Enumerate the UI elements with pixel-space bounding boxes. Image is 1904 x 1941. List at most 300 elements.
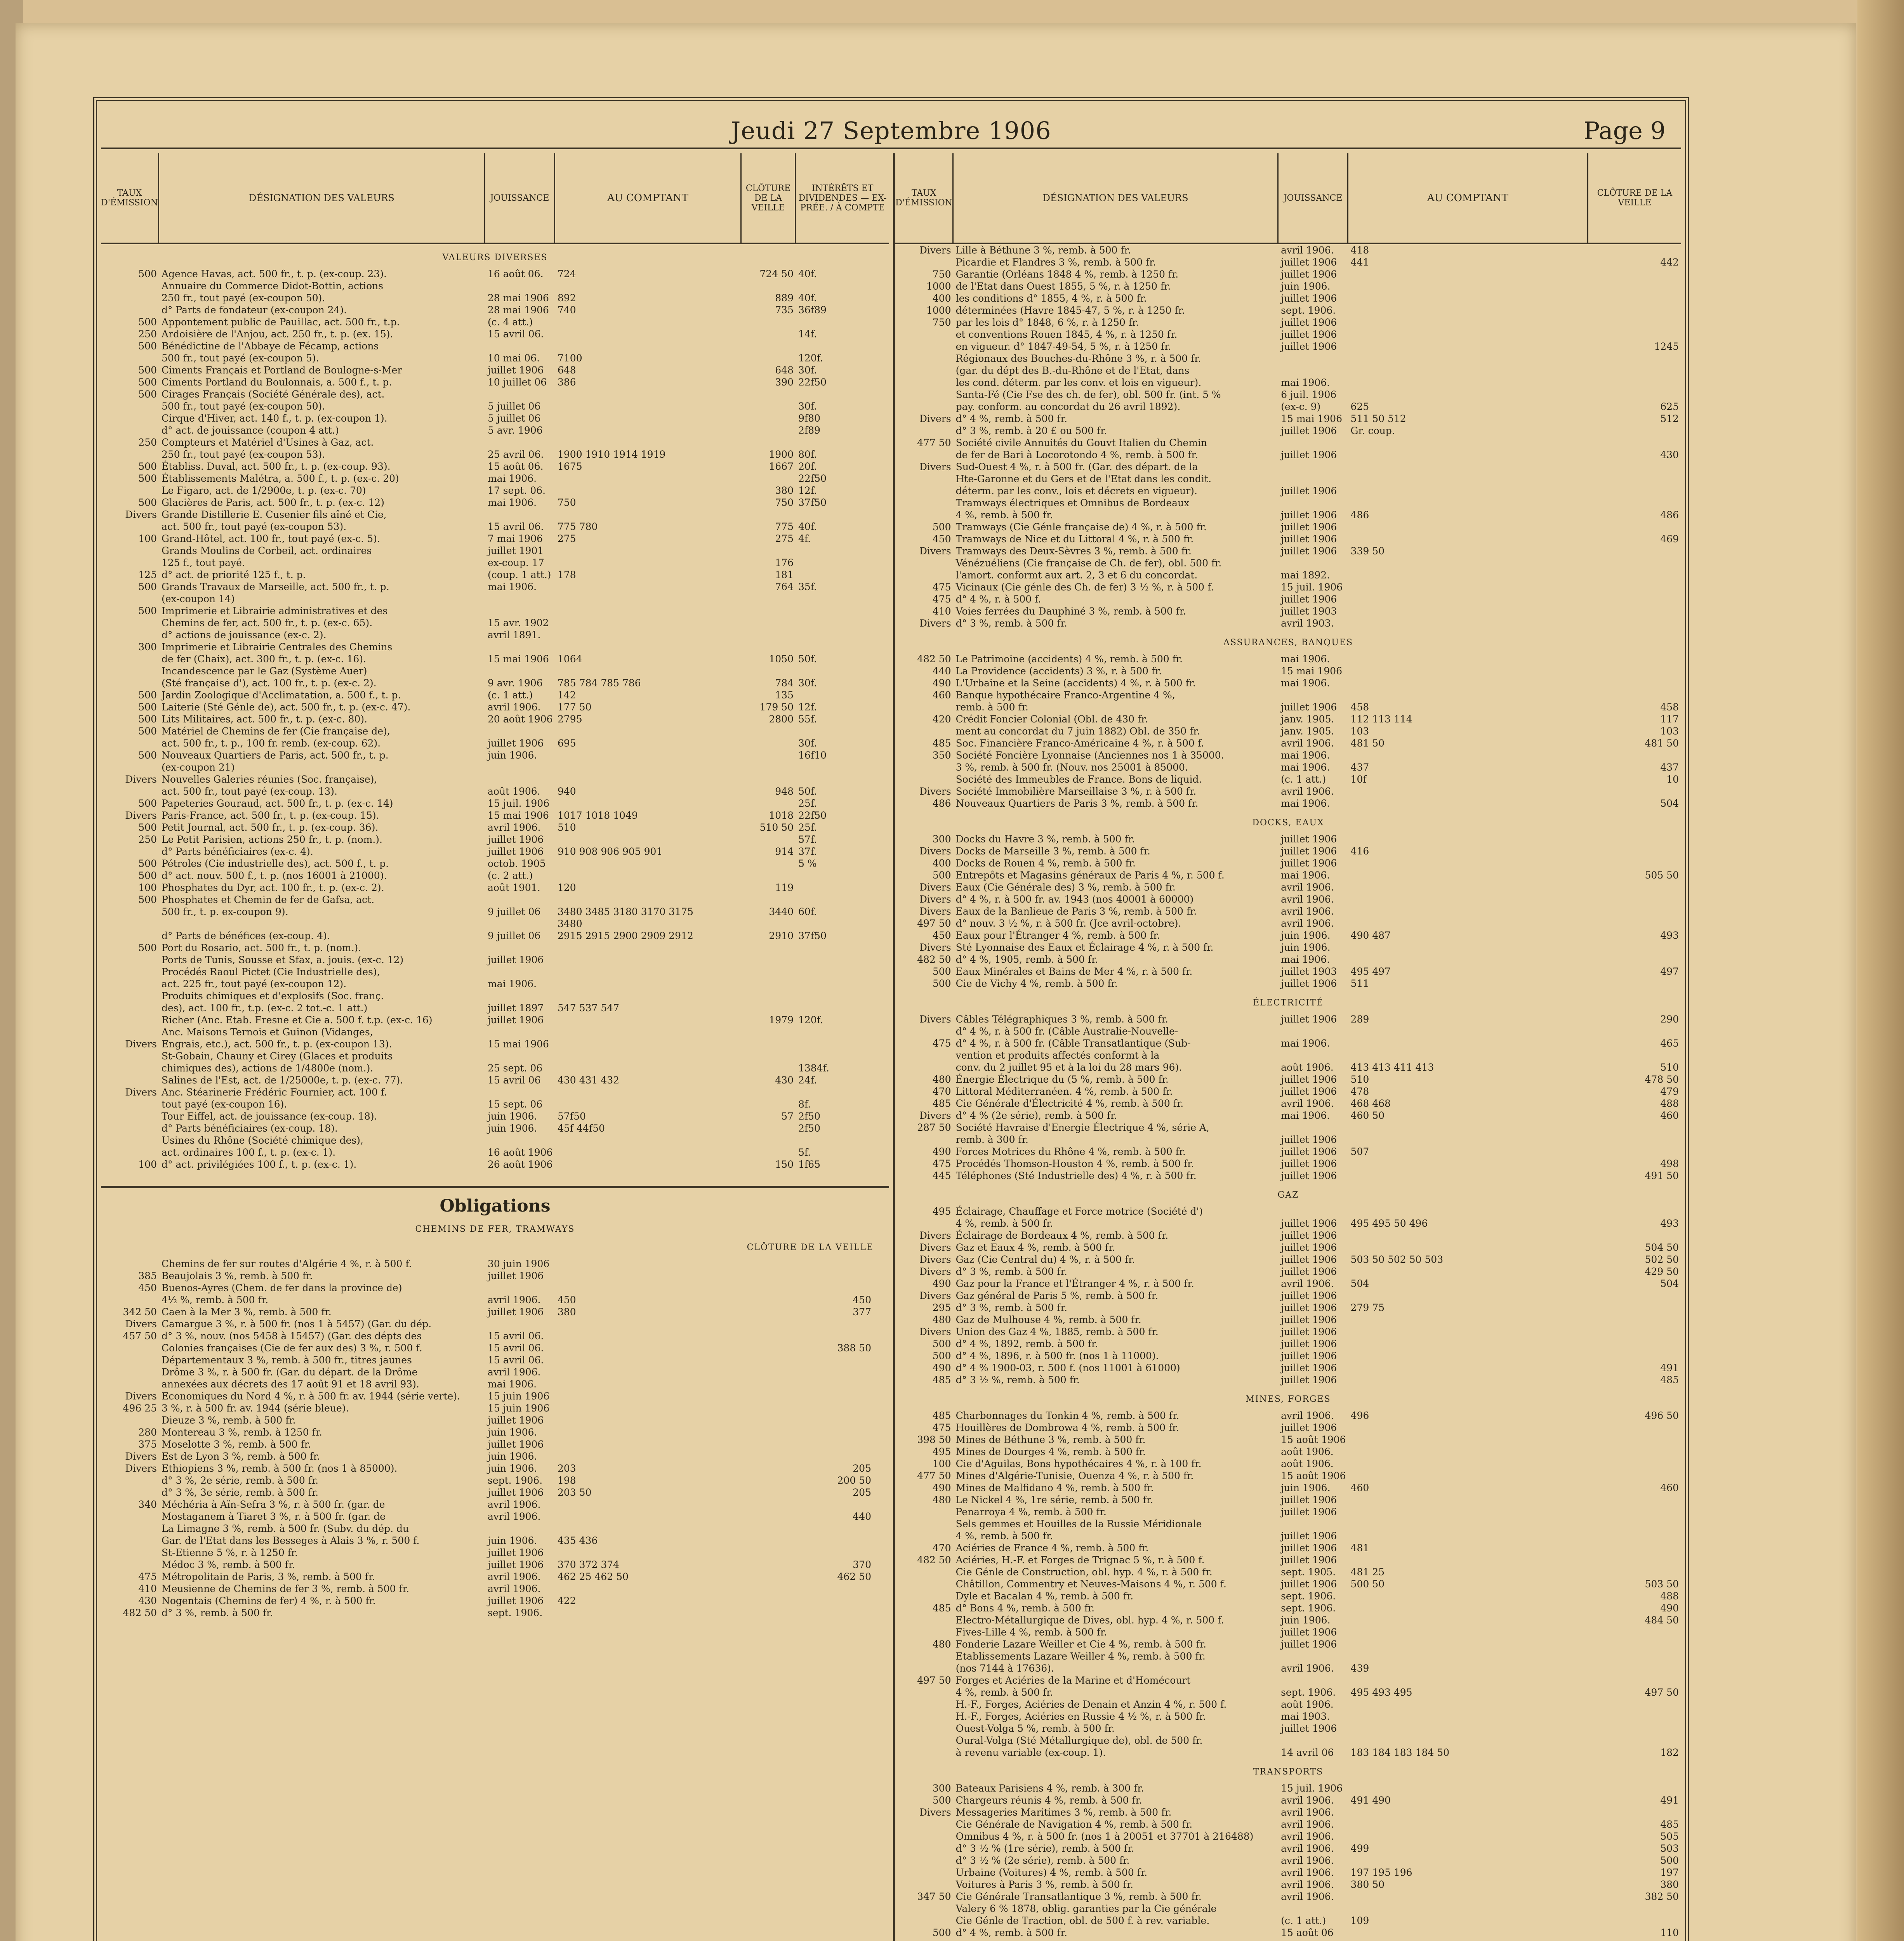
comptant-cell bbox=[1348, 437, 1588, 449]
listing-row bbox=[101, 340, 889, 352]
designation-cell: Grands Moulins de Corbeil, act. ordinaires bbox=[162, 545, 372, 556]
comptant-cell: 499 bbox=[1350, 1843, 1369, 1854]
taux-cell: 475 bbox=[932, 582, 951, 593]
comptant-cell: 2795 bbox=[558, 714, 582, 725]
cloture-cell bbox=[742, 1378, 874, 1390]
listing-row bbox=[101, 352, 889, 364]
interets-cell: 2f50 bbox=[798, 1123, 820, 1134]
comptant-cell: 504 bbox=[1350, 1278, 1369, 1289]
cloture-cell: 775 bbox=[775, 521, 794, 532]
listing-row bbox=[101, 894, 889, 906]
cloture-cell bbox=[1588, 1025, 1681, 1037]
cloture-cell bbox=[742, 894, 796, 906]
comptant-cell bbox=[1348, 1891, 1588, 1903]
cloture-cell bbox=[1588, 905, 1681, 917]
listing-row bbox=[101, 665, 889, 677]
interets-cell bbox=[796, 966, 889, 978]
cloture-cell bbox=[1588, 521, 1681, 533]
interets-cell bbox=[796, 882, 889, 894]
jouissance-cell: avril 1906. bbox=[1281, 245, 1334, 256]
comptant-cell bbox=[555, 436, 742, 448]
cloture-cell: 382 50 bbox=[1645, 1891, 1679, 1902]
listing-row bbox=[101, 797, 889, 809]
jouissance-cell: 15 juin 1906 bbox=[488, 1391, 550, 1402]
designation-cell: Beaujolais 3 %, remb. à 500 fr. bbox=[162, 1270, 313, 1281]
jouissance-cell: 16 août 1906 bbox=[488, 1147, 553, 1158]
cloture-cell bbox=[742, 593, 796, 605]
jouissance-cell: avril 1906. bbox=[1281, 1831, 1334, 1842]
jouissance-cell: avril 1906. bbox=[1281, 1855, 1334, 1866]
listing-row bbox=[895, 677, 1681, 689]
jouissance-cell: 15 mai 1906 bbox=[1281, 413, 1342, 424]
taux-cell: 420 bbox=[932, 714, 951, 725]
listing-row bbox=[101, 328, 889, 340]
taux-cell: 398 50 bbox=[917, 1434, 951, 1445]
comptant-cell: 437 bbox=[1350, 762, 1369, 773]
listing-row bbox=[101, 280, 889, 292]
comptant-cell bbox=[1348, 1049, 1588, 1061]
listing-row bbox=[101, 1038, 889, 1050]
header-designation: DÉSIGNATION DES VALEURS bbox=[159, 153, 485, 243]
listing-row bbox=[895, 917, 1681, 929]
cloture-cell bbox=[742, 400, 796, 412]
listing-row bbox=[101, 593, 889, 605]
taux-cell bbox=[895, 1134, 954, 1146]
obligation-row bbox=[101, 1282, 889, 1294]
jouissance-cell: 20 août 1906 bbox=[488, 714, 553, 725]
designation-cell: Société Foncière Lyonnaise (Anciennes nos 1 à 35000. bbox=[955, 750, 1224, 761]
jouissance-cell: 15 avril 06 bbox=[488, 1075, 541, 1086]
obligation-row bbox=[101, 1366, 889, 1378]
designation-cell: Houillères de Dombrowa 4 %, remb. à 500 fr. bbox=[955, 1422, 1179, 1433]
designation-cell: Penarroya 4 %, remb. à 500 fr. bbox=[955, 1506, 1107, 1517]
jouissance-cell bbox=[1279, 1122, 1348, 1134]
taux-cell: Divers bbox=[125, 1038, 157, 1050]
cloture-cell bbox=[1588, 893, 1681, 905]
comptant-cell bbox=[1348, 328, 1588, 340]
designation-cell: Incandescence par le Gaz (Système Auer) bbox=[162, 665, 367, 677]
designation-cell: tout payé (ex-coupon 16). bbox=[162, 1099, 287, 1110]
interets-cell: 5 % bbox=[798, 858, 817, 869]
designation-cell: Buenos-Ayres (Chem. de fer dans la province de) bbox=[162, 1282, 402, 1293]
jouissance-cell: juillet 1906 bbox=[1281, 1146, 1337, 1157]
listing-row bbox=[895, 1146, 1681, 1158]
taux-cell: Divers bbox=[125, 1463, 157, 1474]
cloture-cell bbox=[742, 388, 796, 400]
comptant-cell bbox=[1348, 461, 1588, 473]
taux-cell bbox=[895, 1518, 954, 1530]
interets-cell bbox=[796, 978, 889, 990]
header-designation-right: DÉSIGNATION DES VALEURS bbox=[954, 153, 1279, 243]
listing-row bbox=[895, 485, 1681, 497]
comptant-cell: 198 bbox=[558, 1475, 576, 1486]
designation-cell: pay. conform. au concordat du 26 avril 1892). bbox=[955, 401, 1181, 412]
listing-row bbox=[101, 1134, 889, 1146]
interets-cell: 120f. bbox=[798, 1014, 823, 1026]
taux-cell: 500 bbox=[138, 822, 157, 833]
designation-cell: 4 %, remb. à 500 fr. bbox=[955, 1530, 1053, 1542]
interets-cell: 55f. bbox=[798, 714, 817, 725]
taux-cell: 480 bbox=[932, 1494, 951, 1505]
designation-cell: Cie Générale d'Électricité 4 %, remb. à 500 fr. bbox=[955, 1098, 1184, 1109]
interets-cell bbox=[796, 1038, 889, 1050]
comptant-cell: 450 bbox=[558, 1294, 576, 1306]
comptant-cell bbox=[555, 1523, 742, 1535]
comptant-cell: 481 bbox=[1350, 1542, 1369, 1554]
header-interets: INTÉRÊTS ET DIVIDENDES — EX-PRÉE. / À COMPTE bbox=[798, 183, 887, 213]
jouissance-cell: 26 août 1906 bbox=[488, 1159, 553, 1170]
designation-cell: Omnibus 4 %, r. à 500 fr. (nos 1 à 20051 et 37701 à 216488) bbox=[955, 1831, 1254, 1842]
taux-cell: 475 bbox=[932, 594, 951, 605]
cloture-cell: 488 bbox=[1660, 1590, 1679, 1602]
cloture-cell bbox=[742, 1318, 874, 1330]
interets-cell: 20f. bbox=[798, 461, 817, 472]
comptant-cell: 1900 1910 1914 1919 bbox=[558, 449, 666, 460]
jouissance-cell: août 1901. bbox=[488, 882, 540, 893]
listing-row bbox=[101, 1050, 889, 1062]
header-cloture: CLÔTURE DE LA VEILLE bbox=[742, 153, 796, 243]
cloture-cell: 485 bbox=[1660, 1819, 1679, 1830]
cloture-cell: 490 bbox=[1660, 1602, 1679, 1614]
designation-cell: Voies ferrées du Dauphiné 3 %, remb. à 500 fr. bbox=[955, 606, 1187, 617]
taux-cell bbox=[101, 954, 159, 966]
listing-row bbox=[101, 918, 889, 930]
listing-row bbox=[895, 1854, 1681, 1866]
jouissance-cell: mai 1906. bbox=[488, 581, 537, 592]
listing-row bbox=[895, 413, 1681, 425]
jouissance-cell: janv. 1905. bbox=[1281, 714, 1334, 725]
interets-cell: 50f. bbox=[798, 786, 817, 797]
designation-cell: Gaz de Mulhouse 4 %, remb. à 500 fr. bbox=[955, 1314, 1141, 1325]
cloture-cell: 478 50 bbox=[1645, 1074, 1679, 1085]
designation-cell: d° 3 %, 2e série, remb. à 500 fr. bbox=[162, 1475, 319, 1486]
listing-row bbox=[101, 809, 889, 821]
comptant-cell bbox=[1348, 1170, 1588, 1182]
designation-cell: Méchéria à Aïn-Sefra 3 %, r. à 500 fr. (gar. de bbox=[162, 1499, 385, 1510]
listing-row bbox=[895, 1314, 1681, 1326]
listing-row bbox=[895, 1614, 1681, 1626]
jouissance-cell: avril 1906. bbox=[1281, 1278, 1334, 1289]
designation-cell: Procédés Thomson-Houston 4 %, remb. à 500 fr. bbox=[955, 1158, 1194, 1169]
interets-cell bbox=[796, 665, 889, 677]
comptant-cell bbox=[1348, 449, 1588, 461]
comptant-cell: 510 bbox=[1350, 1074, 1369, 1085]
cloture-cell bbox=[1588, 1554, 1681, 1566]
designation-cell: remb. à 500 fr. bbox=[955, 701, 1028, 713]
taux-cell: 445 bbox=[932, 1170, 951, 1181]
jouissance-cell: juillet 1906 bbox=[1281, 1530, 1337, 1542]
comptant-cell bbox=[555, 1158, 742, 1170]
interets-cell bbox=[796, 593, 889, 605]
cloture-cell: 388 50 bbox=[837, 1342, 871, 1354]
taux-cell bbox=[895, 1061, 954, 1073]
designation-cell: vention et produits affectés conformt à la bbox=[955, 1050, 1160, 1061]
taux-cell: 500 bbox=[138, 377, 157, 388]
listing-row bbox=[895, 1915, 1681, 1927]
cloture-cell bbox=[742, 966, 796, 978]
designation-cell: d° 4 %, 1896, r. à 500 fr. (nos 1 à 11000). bbox=[955, 1350, 1159, 1361]
comptant-cell bbox=[1348, 1266, 1588, 1278]
taux-cell: Divers bbox=[125, 1451, 157, 1462]
comptant-cell bbox=[555, 328, 742, 340]
listing-row bbox=[101, 448, 889, 460]
comptant-cell bbox=[1348, 1446, 1588, 1458]
designation-cell: act. 500 fr., tout payé (ex-coup. 13). bbox=[162, 786, 337, 797]
listing-row bbox=[101, 1098, 889, 1110]
comptant-cell bbox=[555, 1014, 742, 1026]
cloture-cell: 10 bbox=[1666, 774, 1679, 785]
cloture-cell bbox=[1588, 1734, 1681, 1747]
taux-cell bbox=[101, 1134, 159, 1146]
designation-cell: d° 3 ½ %, remb. à 500 fr. bbox=[955, 1374, 1080, 1385]
designation-cell: Tramways de Nice et du Littoral 4 %, r. à 500 fr. bbox=[955, 533, 1194, 545]
jouissance-cell: juillet 1906 bbox=[1281, 1506, 1337, 1517]
jouissance-cell: juin 1906. bbox=[1281, 1615, 1331, 1626]
taux-cell: 400 bbox=[932, 858, 951, 869]
interets-cell: 37f. bbox=[798, 846, 817, 857]
cloture-cell bbox=[1588, 1806, 1681, 1818]
cloture-cell: 275 bbox=[775, 533, 794, 544]
comptant-cell: 496 bbox=[1350, 1410, 1369, 1421]
listing-row bbox=[101, 882, 889, 894]
taux-cell: 500 bbox=[138, 894, 157, 905]
jouissance-cell: juillet 1906 bbox=[1281, 1302, 1337, 1313]
interets-cell: 1384f. bbox=[798, 1063, 829, 1074]
comptant-cell: 430 431 432 bbox=[558, 1075, 620, 1086]
listing-row bbox=[101, 641, 889, 653]
listing-row bbox=[895, 1122, 1681, 1134]
comptant-cell bbox=[1348, 473, 1588, 485]
jouissance-cell: 15 mai 1906 bbox=[488, 653, 549, 665]
cloture-cell: 57 bbox=[781, 1111, 794, 1122]
designation-cell: Forces Motrices du Rhône 4 %, remb. à 500 fr. bbox=[955, 1146, 1186, 1157]
taux-cell: 450 bbox=[932, 533, 951, 545]
cloture-cell bbox=[742, 990, 796, 1002]
designation-cell: d° 4 %, remb. à 500 fr. bbox=[955, 413, 1067, 424]
cloture-cell: 181 bbox=[775, 569, 794, 580]
designation-cell: Docks de Rouen 4 %, remb. à 500 fr. bbox=[955, 858, 1136, 869]
listing-row bbox=[101, 484, 889, 497]
taux-cell bbox=[101, 990, 159, 1002]
interets-cell: 40f. bbox=[798, 268, 817, 280]
jouissance-cell: avril 1906. bbox=[488, 1511, 541, 1522]
jouissance-cell bbox=[1279, 352, 1348, 365]
designation-cell: Tramways des Deux-Sèvres 3 %, remb. à 500 fr. bbox=[955, 545, 1192, 557]
comptant-cell: 490 487 bbox=[1350, 930, 1391, 941]
taux-cell bbox=[101, 1146, 159, 1158]
comptant-cell bbox=[1348, 881, 1588, 893]
designation-cell: St-Etienne 5 %, r. à 1250 fr. bbox=[162, 1547, 298, 1558]
interets-cell: 30f. bbox=[798, 677, 817, 689]
interets-cell: 35f. bbox=[798, 581, 817, 592]
cloture-cell bbox=[742, 978, 796, 990]
obligation-row bbox=[101, 1354, 889, 1366]
comptant-cell bbox=[1348, 268, 1588, 280]
cloture-cell bbox=[742, 617, 796, 629]
jouissance-cell: mai 1906. bbox=[1281, 954, 1330, 965]
jouissance-cell: juin 1906. bbox=[1281, 930, 1331, 941]
jouissance-cell: (ex-c. 9) bbox=[1281, 401, 1321, 412]
comptant-cell bbox=[555, 1354, 742, 1366]
taux-cell: 490 bbox=[932, 677, 951, 689]
jouissance-cell: juillet 1906 bbox=[488, 1014, 544, 1026]
cloture-cell: 735 bbox=[775, 304, 794, 316]
designation-cell: et conventions Rouen 1845, 4 %, r. à 1250 fr. bbox=[955, 329, 1178, 340]
cloture-cell: 1667 bbox=[769, 461, 794, 472]
designation-cell: Meusienne de Chemins de fer 3 %, remb. à 500 fr. bbox=[162, 1583, 409, 1594]
cloture-cell: 491 50 bbox=[1645, 1170, 1679, 1181]
cloture-cell bbox=[742, 1583, 874, 1595]
cloture-cell bbox=[742, 1595, 874, 1607]
jouissance-cell: juin 1906. bbox=[1281, 281, 1331, 292]
obligations-cloture-label: CLÔTURE DE LA VEILLE bbox=[747, 1243, 874, 1252]
taux-cell: 500 bbox=[138, 689, 157, 701]
listing-row bbox=[101, 436, 889, 448]
comptant-cell bbox=[1348, 905, 1588, 917]
cloture-cell bbox=[742, 316, 796, 328]
listing-row bbox=[895, 941, 1681, 953]
designation-cell: Société des Immeubles de France. Bons de liquid. bbox=[955, 774, 1202, 785]
designation-cell: H.-F., Forges, Aciéries en Russie 4 ½ %, r. à 500 fr. bbox=[955, 1711, 1206, 1722]
listing-row bbox=[895, 845, 1681, 857]
comptant-cell bbox=[1348, 1782, 1588, 1794]
jouissance-cell: mai 1906. bbox=[1281, 653, 1330, 665]
obligation-row bbox=[101, 1270, 889, 1282]
cloture-cell: 496 50 bbox=[1645, 1410, 1679, 1421]
listing-row bbox=[895, 1542, 1681, 1554]
comptant-cell bbox=[1348, 1806, 1588, 1818]
listing-row bbox=[101, 653, 889, 665]
taux-cell bbox=[895, 1025, 954, 1037]
obligation-row bbox=[101, 1450, 889, 1462]
cloture-cell bbox=[742, 352, 796, 364]
taux-cell bbox=[101, 280, 159, 292]
jouissance-cell: 15 août 1906 bbox=[1281, 1434, 1346, 1445]
designation-cell: Papeteries Gouraud, act. 500 fr., t. p. (ex-c. 14) bbox=[162, 798, 393, 809]
interets-cell bbox=[796, 557, 889, 569]
cloture-cell: 1245 bbox=[1654, 341, 1679, 352]
designation-cell: Compteurs et Matériel d'Usines à Gaz, act. bbox=[162, 437, 374, 448]
taux-cell: Divers bbox=[919, 894, 951, 905]
cloture-cell bbox=[742, 1330, 874, 1342]
comptant-cell bbox=[1348, 1638, 1588, 1650]
designation-cell: Mines d'Algérie-Tunisie, Ouenza 4 %, r. à 500 fr. bbox=[955, 1470, 1194, 1481]
jouissance-cell: juillet 1897 bbox=[488, 1002, 544, 1014]
designation-cell: Le Patrimoine (accidents) 4 %, remb. à 500 fr. bbox=[955, 653, 1183, 665]
interets-cell: 8f. bbox=[798, 1099, 811, 1110]
cloture-cell: 512 bbox=[1660, 413, 1679, 424]
designation-cell: Imprimerie et Librairie Centrales des Chemins bbox=[162, 641, 393, 653]
listing-row bbox=[101, 761, 889, 773]
cloture-cell bbox=[1588, 1915, 1681, 1927]
listing-row bbox=[895, 1722, 1681, 1734]
cloture-cell: 182 bbox=[1660, 1747, 1679, 1758]
listing-row bbox=[895, 605, 1681, 617]
taux-cell: 300 bbox=[932, 1783, 951, 1794]
jouissance-cell: mai 1903. bbox=[1281, 1711, 1330, 1722]
taux-cell: 100 bbox=[138, 1159, 157, 1170]
comptant-cell: 142 bbox=[558, 689, 576, 701]
comptant-cell: 892 bbox=[558, 292, 576, 304]
jouissance-cell: mai 1892. bbox=[1281, 569, 1330, 581]
designation-cell: Eaux (Cie Générale des) 3 %, remb. à 500 fr. bbox=[955, 882, 1176, 893]
designation-cell: Départementaux 3 %, remb. à 500 fr., titres jaunes bbox=[162, 1354, 412, 1366]
jouissance-cell: août 1906. bbox=[1281, 1446, 1334, 1457]
listing-row bbox=[101, 509, 889, 521]
page-number: Page 9 bbox=[1583, 116, 1666, 145]
listing-row bbox=[101, 388, 889, 400]
listing-row bbox=[101, 400, 889, 412]
obligation-row bbox=[101, 1342, 889, 1354]
designation-cell: Glacières de Paris, act. 500 fr., t. p. (ex-c. 12) bbox=[162, 497, 384, 508]
interets-cell: 30f. bbox=[798, 365, 817, 376]
interets-cell bbox=[796, 388, 889, 400]
comptant-cell bbox=[1348, 1818, 1588, 1830]
listing-row bbox=[895, 737, 1681, 749]
designation-cell: Vicinaux (Cie génle des Ch. de fer) 3 ½ %, r. à 500 f. bbox=[955, 582, 1214, 593]
jouissance-cell: juillet 1906 bbox=[1281, 341, 1337, 352]
designation-cell: ment au concordat du 7 juin 1882) Obl. de 350 fr. bbox=[955, 726, 1200, 737]
designation-cell: d° 4 % (2e série), remb. à 500 fr. bbox=[955, 1110, 1117, 1121]
listing-row bbox=[895, 437, 1681, 449]
cloture-cell bbox=[742, 1038, 796, 1050]
designation-cell: d° Bons 4 %, remb. à 500 fr. bbox=[955, 1602, 1095, 1614]
taux-cell bbox=[101, 845, 159, 858]
header-jouissance-right: JOUISSANCE bbox=[1279, 153, 1348, 243]
cloture-cell: 290 bbox=[1660, 1014, 1679, 1025]
interets-cell: 9f80 bbox=[798, 413, 820, 424]
comptant-cell: 339 50 bbox=[1350, 545, 1385, 557]
interets-cell: 30f. bbox=[798, 401, 817, 412]
cloture-cell: 1018 bbox=[769, 810, 794, 821]
listing-row bbox=[895, 1253, 1681, 1266]
listing-row bbox=[895, 953, 1681, 965]
comptant-cell bbox=[1348, 1434, 1588, 1446]
jouissance-cell: (c. 1 att.) bbox=[1281, 1915, 1326, 1926]
jouissance-cell bbox=[485, 1050, 555, 1062]
cloture-cell bbox=[1588, 1314, 1681, 1326]
taux-cell bbox=[895, 473, 954, 485]
cloture-cell: 648 bbox=[775, 365, 794, 376]
obligation-row bbox=[101, 1547, 889, 1559]
jouissance-cell: juillet 1906 bbox=[1281, 485, 1337, 497]
listing-row bbox=[895, 1446, 1681, 1458]
listing-row bbox=[101, 268, 889, 280]
designation-cell: d° Parts de bénéfices (ex-coup. 4). bbox=[162, 930, 330, 941]
listing-row bbox=[101, 472, 889, 484]
taux-cell bbox=[895, 1710, 954, 1722]
comptant-cell bbox=[1348, 1722, 1588, 1734]
listing-row bbox=[895, 1602, 1681, 1614]
cloture-cell bbox=[1588, 1229, 1681, 1241]
comptant-cell bbox=[555, 1426, 742, 1438]
taux-cell: Divers bbox=[919, 1290, 951, 1301]
listing-row bbox=[101, 1110, 889, 1122]
jouissance-cell: juillet 1906 bbox=[1281, 833, 1337, 845]
cloture-cell: 505 bbox=[1660, 1831, 1679, 1842]
cloture-cell bbox=[1588, 857, 1681, 869]
listing-row bbox=[895, 1927, 1681, 1939]
jouissance-cell: avril 1906. bbox=[488, 701, 541, 713]
jouissance-cell: juin 1906. bbox=[488, 1451, 537, 1462]
cloture-cell: 914 bbox=[775, 846, 794, 857]
obligations-subtitle: CHEMINS DE FER, TRAMWAYS bbox=[415, 1224, 575, 1234]
cloture-cell bbox=[1588, 268, 1681, 280]
comptant-cell bbox=[1348, 1025, 1588, 1037]
header-taux-right: TAUX D'ÉMISSION bbox=[895, 153, 954, 243]
taux-cell: 500 bbox=[138, 714, 157, 725]
listing-row bbox=[895, 689, 1681, 701]
